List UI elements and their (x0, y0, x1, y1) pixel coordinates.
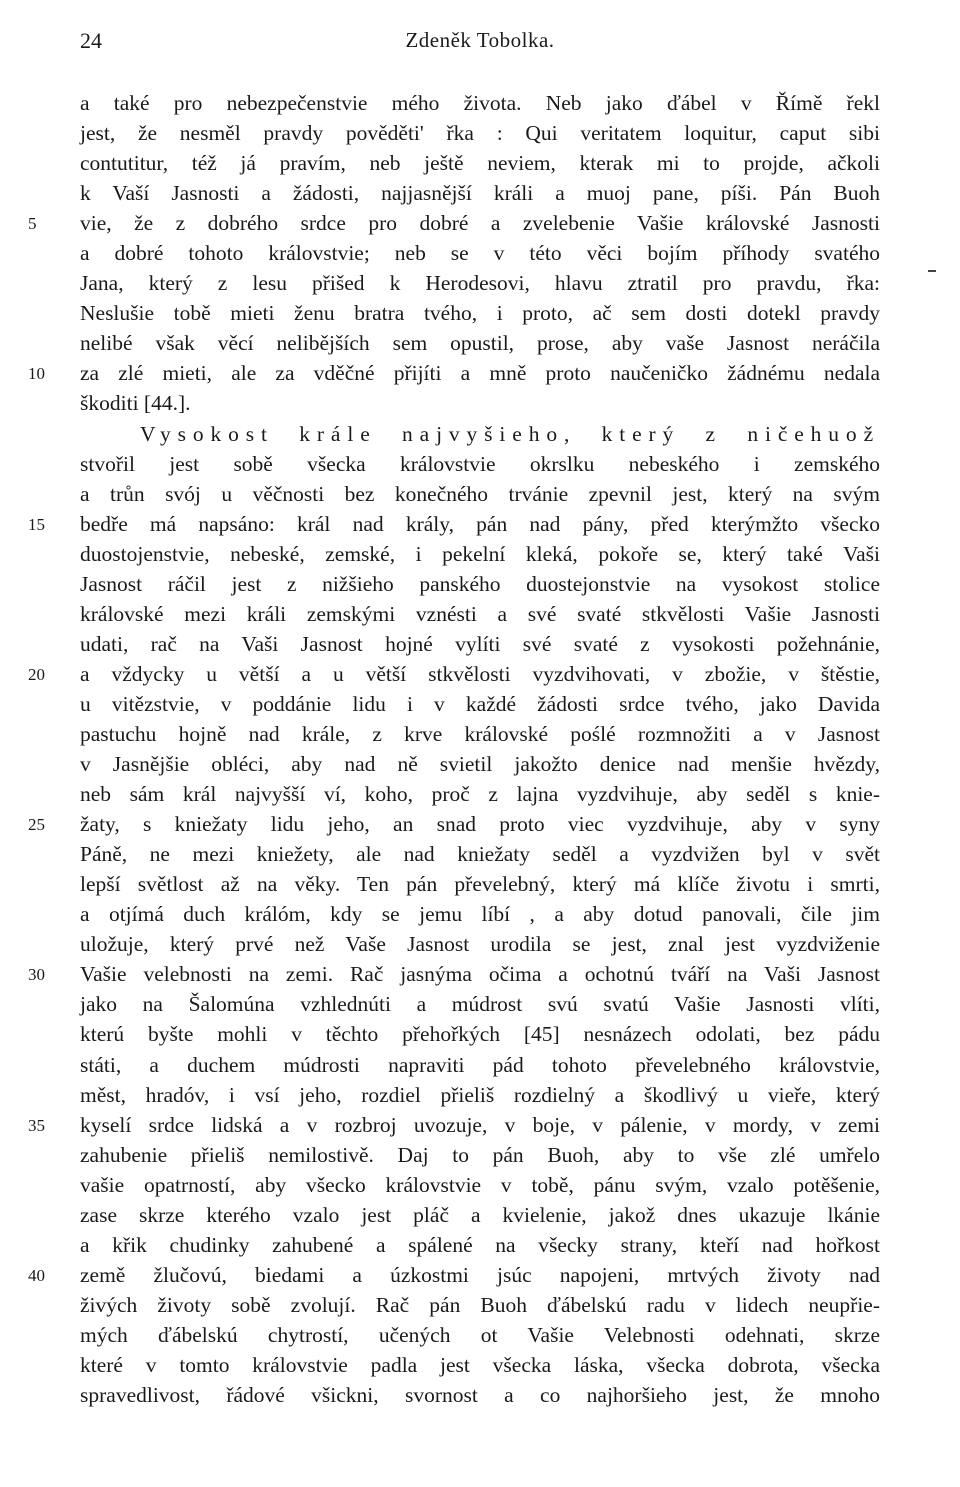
text-line (0, 1170, 960, 1200)
text-line (0, 479, 960, 509)
line-text: a křik chudinky zahubené a spálené na všecky strany, kteří nad hořkost (80, 1232, 880, 1257)
line-text: nelibé však věcí nelibějších sem opustil, prose, aby vaše Jasnost neráčila (80, 331, 880, 356)
text-line (0, 88, 960, 118)
line-text: žaty, s kniežaty lidu jeho, an snad proto viec vyzdvihuje, aby v syny (80, 812, 880, 837)
line-text: a vždycky u větší a u větší stkvělosti vyzdvihovati, v zbožie, v štěstie, (80, 661, 880, 686)
text-line (0, 1260, 960, 1290)
line-text: k Vaší Jasnosti a žádosti, najjasnější králi a muoj pane, píši. Pán Buoh (80, 181, 880, 206)
line-text: mých ďábelskú chytrostí, učených ot Vašie Velebnosti odehnati, skrze (80, 1322, 880, 1347)
text-line (0, 388, 960, 418)
text-line (0, 1110, 960, 1140)
line-text: bedře má napsáno: král nad krály, pán nad pány, před kterýmžto všecko (80, 511, 880, 536)
line-text: státi, a duchem múdrosti napraviti pád tohoto převelebného královstvie, (80, 1052, 880, 1077)
text-body (0, 88, 960, 1410)
line-text: a také pro nebezpečenstvie mého života. Neb jako ďábel v Římě řekl (80, 91, 880, 115)
text-line (0, 328, 960, 358)
text-line (0, 1200, 960, 1230)
text-line (0, 178, 960, 208)
text-line (0, 268, 960, 298)
section-opening-spaced: Vysokost krále najvyšieho, který z ničehuož (140, 421, 880, 446)
line-text: stvořil jest sobě všecka královstvie okrslku nebeského i zemského (80, 451, 880, 476)
text-line (0, 929, 960, 959)
line-text: královské mezi králi zemskými vznésti a své svaté stkvělosti Vašie Jasnosti (80, 601, 880, 626)
line-text: které v tomto královstvie padla jest všecka láska, všecka dobrota, všecka (80, 1352, 880, 1377)
text-line (0, 539, 960, 569)
text-line (0, 1019, 960, 1049)
text-line (0, 629, 960, 659)
line-text: zahubenie přieliš nemilostivě. Daj to pán Buoh, aby to vše zlé umřelo (80, 1142, 880, 1167)
line-text: Páně, ne mezi kniežety, ale nad kniežaty seděl a vyzdvižen byl v svět (80, 842, 880, 867)
text-line (0, 449, 960, 479)
line-text: v Jasnějšie obléci, aby nad ně svietil jakožto denice nad menšie hvězdy, (80, 752, 880, 777)
text-line (0, 659, 960, 689)
line-text: uložuje, který prvé než Vaše Jasnost urodila se jest, znal jest vyzdviženie (80, 932, 880, 957)
text-line (0, 1350, 960, 1380)
line-number: 5 (28, 214, 37, 234)
text-line (0, 358, 960, 388)
running-title: Zdeněk Tobolka. (405, 28, 555, 52)
text-line (0, 809, 960, 839)
line-text: Vašie velebnosti na zemi. Rač jasnýma očima a ochotnú tváří na Vaši Jasnost (80, 962, 880, 987)
line-text: za zlé mieti, ale za vděčné přijíti a mně proto naučeničko žádnému nedala (80, 361, 880, 386)
line-text: spravedlivost, řádové všickni, svornost a co najhoršieho jest, že mnoho (80, 1383, 880, 1408)
text-line (0, 298, 960, 328)
text-line (0, 599, 960, 629)
line-text: lepší světlost až na věky. Ten pán převelebný, který má klíče životu i smrti, (80, 872, 880, 897)
line-text: kterú byšte mohli v těchto přehořkých [45] nesnázech odolati, bez pádu (80, 1022, 880, 1047)
text-line (0, 1080, 960, 1110)
line-text: contutitur, též já pravím, neb ještě neviem, kterak mi to projde, ačkoli (80, 151, 880, 176)
page-number: 24 (80, 28, 102, 53)
line-number: 10 (28, 364, 45, 384)
line-text: jako na Šalomúna vzhlednúti a múdrost svú svatú Vašie Jasnosti vlíti, (80, 992, 880, 1017)
line-text: zase skrze kterého vzalo jest pláč a kvielenie, jakož dnes ukazuje lkánie (80, 1202, 880, 1227)
text-line (0, 689, 960, 719)
text-line (0, 1320, 960, 1350)
page-header (80, 28, 880, 58)
line-text: vašie opatrností, aby všecko královstvie v tobě, pánu svým, vzalo potěšenie, (80, 1172, 880, 1197)
text-line (0, 1230, 960, 1260)
text-line (0, 779, 960, 809)
line-text: Neslušie tobě mieti ženu bratra tvého, i proto, ač sem dosti dotekl pravdy (80, 301, 880, 326)
line-text: udati, rač na Vaši Jasnost hojné vylíti své svaté z vysokosti požehnánie, (80, 631, 880, 656)
line-number: 40 (28, 1265, 45, 1285)
line-number: 30 (28, 965, 45, 985)
text-line (0, 419, 960, 449)
line-text: vie, že z dobrého srdce pro dobré a zvelebenie Vašie královské Jasnosti (80, 211, 880, 236)
line-text: země žlučovú, biedami a úzkostmi jsúc napojeni, mrtvých životy nad (80, 1262, 880, 1287)
text-line (0, 238, 960, 268)
line-number: 35 (28, 1115, 45, 1135)
line-text: škoditi [44.]. (80, 391, 191, 416)
line-text: Jasnost ráčil jest z nižšieho panského duostejonstvie na vysokost stolice (80, 571, 880, 596)
line-text: a otjímá duch králóm, kdy se jemu líbí , a aby dotud panovali, čile jim (80, 902, 880, 927)
text-line (0, 749, 960, 779)
line-text: Jana, který z lesu přišed k Herodesovi, hlavu ztratil pro pravdu, řka: (80, 271, 880, 296)
line-text: duostojenstvie, nebeské, zemské, i pekelní kleká, pokoře se, který také Vaši (80, 541, 880, 566)
text-line (0, 569, 960, 599)
text-line (0, 899, 960, 929)
line-text: jest, že nesměl pravdy pověděti' řka : Qui veritatem loquitur, caput sibi (80, 121, 880, 146)
text-line (0, 839, 960, 869)
line-text: měst, hradóv, i vsí jeho, rozdiel přieliš rozdielný a škodlivý u vieře, který (80, 1082, 880, 1107)
text-line (0, 118, 960, 148)
text-line (0, 208, 960, 238)
text-line (0, 1050, 960, 1080)
text-line (0, 959, 960, 989)
line-text: kyselí srdce lidská a v rozbroj uvozuje, v boje, v pálenie, v mordy, v zemi (80, 1112, 880, 1137)
text-line (0, 509, 960, 539)
text-line (0, 1380, 960, 1410)
text-line (0, 719, 960, 749)
line-number: 20 (28, 664, 45, 684)
line-text: u vitězstvie, v poddánie lidu i v každé žádosti srdce tvého, jako Davida (80, 691, 880, 716)
line-number: 25 (28, 815, 45, 835)
line-text: a trůn svój u věčnosti bez konečného trvánie zpevnil jest, který na svým (80, 481, 880, 506)
line-text: živých životy sobě zvolují. Rač pán Buoh ďábelskú radu v lidech neupřie- (80, 1292, 880, 1317)
line-text: a dobré tohoto královstvie; neb se v této věci bojím příhody svatého (80, 241, 880, 266)
text-line (0, 989, 960, 1019)
text-line (0, 148, 960, 178)
line-text: pastuchu hojně nad krále, z krve královské poślé rozmnožiti a v Jasnost (80, 721, 880, 746)
text-line (0, 1290, 960, 1320)
line-number: 15 (28, 514, 45, 534)
text-line (0, 1140, 960, 1170)
text-line (0, 869, 960, 899)
line-text: neb sám král najvyšší ví, koho, proč z lajna vyzdvihuje, aby seděl s knie- (80, 782, 880, 807)
